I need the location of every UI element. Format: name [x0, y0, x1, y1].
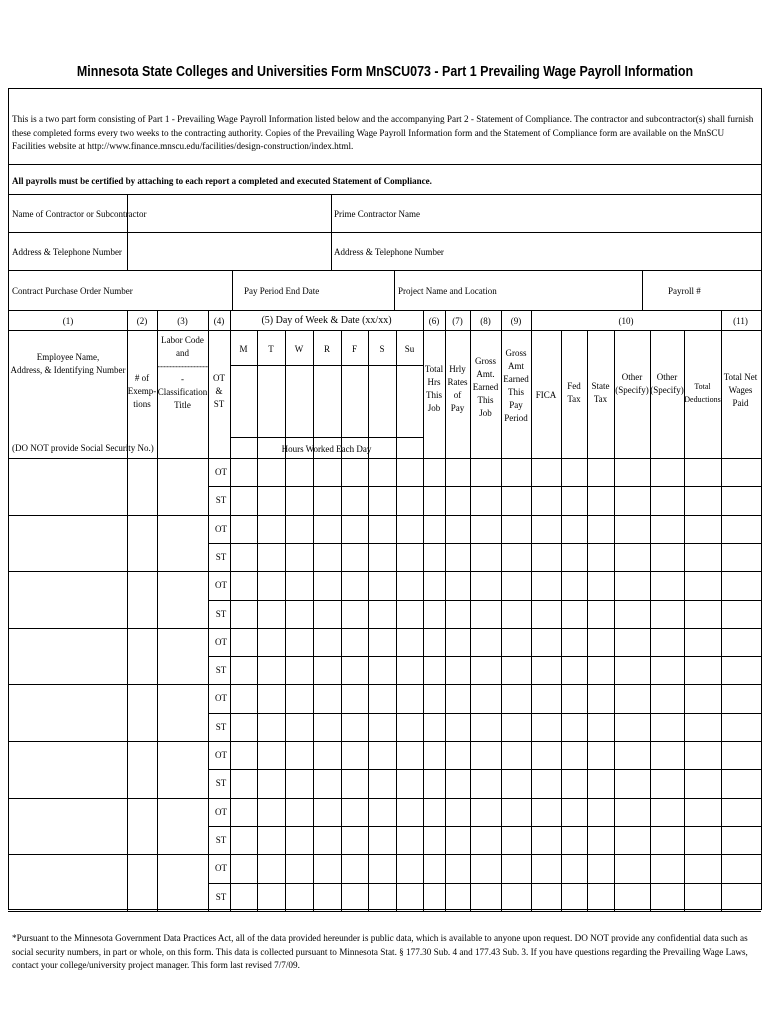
col-2-number: (2)	[136, 316, 148, 326]
ot-row-label: OT	[215, 806, 227, 817]
ot-row-label: OT	[215, 863, 227, 874]
deduction-column-line	[587, 330, 588, 911]
header-line	[8, 330, 761, 331]
total-hrs-header: Total Hrs This Job	[424, 364, 444, 413]
fica-header: FICA	[535, 390, 557, 400]
gross-period-header: Gross Amt Earned This Pay Period	[503, 348, 529, 423]
address-left-label: Address & Telephone Number	[12, 247, 122, 257]
deduction-column-line	[684, 330, 685, 911]
deduction-column-line	[614, 330, 615, 911]
col-5-number: (5) Day of Week & Date (xx/xx)	[261, 315, 392, 326]
pay-period-label: Pay Period End Date	[244, 286, 320, 296]
ot-row-label: OT	[215, 693, 227, 704]
day-header-w: W	[294, 344, 304, 354]
row-line	[208, 713, 761, 714]
footer-note: *Pursuant to the Minnesota Government Data Practices Act, all of the data provided hereunder is public data, which is available to anyone upon request. DO NOT provide any confidential data such as social security numbers, in part or whole, on this form. This data is collected pursuant to Minnesota Stat. § 177.30 Sub. 4 and 177.43 Sub. 3. If you have questions regarding the Prevailing Wage Laws, contact your college/university project manager. This form last revised 7/7/09.	[12, 933, 748, 970]
col-3-number: (3)	[177, 316, 188, 326]
ot-row-label: OT	[215, 636, 227, 647]
gross-amt-header: Gross Amt. Earned This Job	[472, 356, 499, 418]
day-column-line	[313, 330, 314, 911]
day-header-r: R	[323, 344, 330, 354]
employee-header: Employee Name, Address, & Identifying Number	[10, 352, 126, 375]
row-line	[208, 883, 761, 884]
row-line	[8, 911, 761, 912]
day-column-line	[285, 330, 286, 911]
row-line	[208, 600, 761, 601]
st-row-label: ST	[215, 891, 227, 902]
day-header-line	[230, 437, 423, 438]
col-4-number: (4)	[213, 316, 225, 326]
employee-entry-cell[interactable]	[9, 571, 126, 628]
st-row-label: ST	[215, 778, 227, 789]
day-header-su: Su	[404, 344, 415, 354]
day-column-line	[368, 330, 369, 911]
employee-entry-cell[interactable]	[9, 515, 126, 572]
col-9-number: (9)	[510, 316, 522, 326]
col-10-number: (10)	[618, 316, 634, 326]
exemptions-header: # of Exemp- tions	[127, 373, 157, 409]
employee-entry-cell[interactable]	[9, 741, 126, 798]
state-tax-header: State Tax	[591, 381, 610, 404]
st-row-label: ST	[215, 495, 227, 506]
total-deductions-header: Total Deductions	[684, 382, 721, 404]
total-net-header: Total Net Wages Paid	[723, 372, 758, 408]
ot-st-header: OT & ST	[213, 373, 225, 409]
employee-entry-cell[interactable]	[9, 458, 126, 515]
day-header-line	[230, 365, 423, 366]
day-header-m: M	[239, 344, 248, 354]
payroll-number-label: Payroll #	[668, 286, 701, 296]
st-row-label: ST	[215, 665, 227, 676]
fed-tax-header: Fed Tax	[567, 381, 581, 404]
row-line	[208, 656, 761, 657]
hrly-rates-header: Hrly Rates of Pay	[447, 364, 468, 413]
address-right-label: Address & Telephone Number	[334, 247, 444, 257]
row-line	[208, 543, 761, 544]
day-column-line	[396, 330, 397, 911]
st-row-label: ST	[215, 551, 227, 562]
deduction-column-line	[561, 330, 562, 911]
day-column-line	[257, 330, 258, 911]
other-2-header: Other (Specify)	[650, 372, 684, 395]
col-7-number: (7)	[452, 316, 463, 326]
other-1-header: Other (Specify)	[615, 372, 649, 395]
ot-row-label: OT	[215, 750, 227, 760]
day-header-f: F	[351, 344, 357, 354]
labor-code-header: Labor Code and ----------------- - Classification Title	[157, 335, 208, 410]
col-6-number: (6)	[428, 316, 440, 326]
employee-entry-cell[interactable]	[9, 628, 126, 685]
row-line	[208, 769, 761, 770]
hours-worked-label: Hours Worked Each Day	[281, 444, 372, 454]
day-header-s: S	[379, 344, 385, 354]
col-1-number: (1)	[62, 316, 74, 326]
employee-entry-cell[interactable]	[9, 854, 126, 911]
day-header-t: T	[268, 344, 274, 354]
employee-entry-cell[interactable]	[9, 798, 126, 855]
certify-note: All payrolls must be certified by attaching to each report a completed and executed Statement of Compliance.	[12, 176, 432, 186]
row-line	[208, 486, 761, 487]
form-title: Minnesota State Colleges and Universities Form MnSCU073 - Part 1 Prevailing Wage Payroll Information	[76, 64, 694, 80]
purchase-order-label: Contract Purchase Order Number	[12, 286, 133, 296]
st-row-label: ST	[215, 721, 227, 732]
contractor-name-label: Name of Contractor or Subcontractor	[12, 209, 147, 219]
employee-entry-cell[interactable]	[9, 684, 126, 741]
day-column-line	[341, 330, 342, 911]
ot-row-label: OT	[215, 523, 227, 534]
st-row-label: ST	[215, 834, 227, 845]
prime-contractor-label: Prime Contractor Name	[334, 209, 420, 219]
st-row-label: ST	[215, 608, 227, 619]
ot-row-label: OT	[215, 467, 227, 477]
ot-row-label: OT	[215, 580, 227, 591]
row-line	[208, 826, 761, 827]
col-8-number: (8)	[480, 316, 491, 326]
no-ssn-note: (DO NOT provide Social Security No.)	[12, 443, 154, 453]
deduction-column-line	[650, 330, 651, 911]
intro-text: This is a two part form consisting of Part 1 - Prevailing Wage Payroll Information listed below and the accompanying Part 2 - Statement of Compliance. The contractor and subcontractor(s) shall furnish these completed forms every two weeks to the contracting authority. Copies of the Prevailing Wage Payroll Information form and the Statement of Compliance form are available on the MnSCU Facilities website at http://www.finance.mnscu.edu/facilities/design-construction/index.html.	[12, 114, 754, 151]
col-11-number: (11)	[733, 316, 748, 326]
project-label: Project Name and Location	[398, 286, 497, 296]
